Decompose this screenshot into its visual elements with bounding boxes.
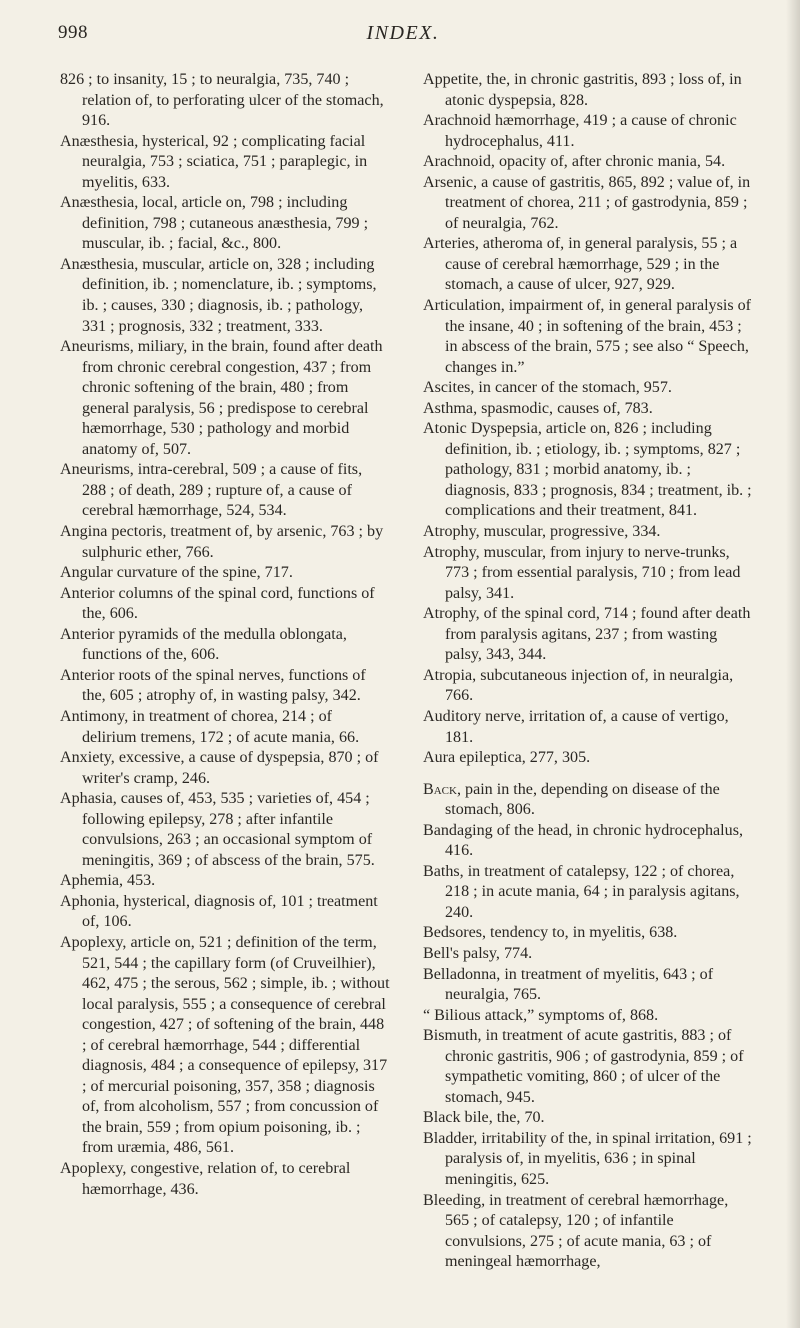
page-number: 998 <box>58 22 88 43</box>
index-entry: Bleeding, in treatment of cerebral hæmorrhage, 565 ; of catalepsy, 120 ; of infantile convulsions, 275 ; of acute mania, 63 ; of meningeal hæmorrhage, <box>423 1191 729 1271</box>
index-entry: Arsenic, a cause of gastritis, 865, 892 ; value of, in treatment of chorea, 211 ; of gastrodynia, 859 ; of neuralgia, 762. <box>423 173 751 232</box>
index-entry: Baths, in treatment of catalepsy, 122 ; of chorea, 218 ; in acute mania, 64 ; in paralysis agitans, 240. <box>423 862 740 921</box>
index-entry: Bismuth, in treatment of acute gastritis, 883 ; of chronic gastritis, 906 ; of gastrodynia, 859 ; of sympathetic vomiting, 860 ; of ulcer of the stomach, 945. <box>423 1027 744 1106</box>
index-entry: Anterior columns of the spinal cord, functions of the, 606. <box>60 584 375 623</box>
index-entry: Asthma, spasmodic, causes of, 783. <box>423 399 653 417</box>
page-header <box>58 22 748 54</box>
index-entry: Arteries, atheroma of, in general paralysis, 55 ; a cause of cerebral hæmorrhage, 529 ; in the stomach, a cause of ulcer, 927, 929. <box>423 235 738 294</box>
index-entry: Atrophy, muscular, progressive, 334. <box>423 523 661 541</box>
index-entry: Apoplexy, article on, 521 ; definition of the term, 521, 544 ; the capillary form (of Cruveilhier), 462, 475 ; the serous, 562 ; simple, ib. ; without local paralysis, 555 ; a consequence of cerebral congestion, 427 ; of softening of the brain, 448 ; of cerebral hæmorrhage, 544 ; differential diagnosis, 484 ; a consequence of epilepsy, 317 ; of mercurial poisoning, 357, 358 ; diagnosis of, from alcoholism, 557 ; from concussion of the brain, 559 ; from opium poisoning, ib. ; from uræmia, 486, 561. <box>60 933 390 1157</box>
running-title: INDEX. <box>366 22 440 44</box>
index-entry: Aneurisms, intra-cerebral, 509 ; a cause of fits, 288 ; of death, 289 ; rupture of, a cause of cerebral hæmorrhage, 524, 534. <box>60 461 363 520</box>
index-entry: Belladonna, in treatment of myelitis, 643 ; of neuralgia, 765. <box>423 965 714 1004</box>
index-entry: Anæsthesia, hysterical, 92 ; complicating facial neuralgia, 753 ; sciatica, 751 ; paraplegic, in myelitis, 633. <box>60 132 368 191</box>
page-edge-shadow <box>786 0 800 1328</box>
index-column-right <box>423 70 753 1273</box>
index-entry: Articulation, impairment of, in general paralysis of the insane, 40 ; in softening of the brain, 453 ; in abscess of the brain, 575 ; see also “ Speech, changes in.” <box>423 297 752 376</box>
index-entry: Atonic Dyspepsia, article on, 826 ; including definition, ib. ; etiology, ib. ; symptoms, 827 ; pathology, 831 ; morbid anatomy, ib. ; diagnosis, 833 ; prognosis, 834 ; treatment, ib. ; complications and their treatment, 841. <box>423 420 752 520</box>
index-entry: Aphemia, 453. <box>60 872 156 890</box>
index-entry: Black bile, the, 70. <box>423 1109 545 1127</box>
index-entry: Bladder, irritability of the, in spinal irritation, 691 ; paralysis of, in myelitis, 636 ; in spinal meningitis, 625. <box>423 1129 752 1188</box>
index-entry: Aphonia, hysterical, diagnosis of, 101 ; treatment of, 106. <box>60 892 378 931</box>
index-entry: Anterior roots of the spinal nerves, functions of the, 605 ; atrophy of, in wasting palsy, 342. <box>60 666 366 705</box>
index-entry: Arachnoid, opacity of, after chronic mania, 54. <box>423 153 726 171</box>
index-entry: Angina pectoris, treatment of, by arsenic, 763 ; by sulphuric ether, 766. <box>60 523 384 561</box>
index-entry: Apoplexy, congestive, relation of, to cerebral hæmorrhage, 436. <box>60 1159 351 1198</box>
index-entry: Atrophy, muscular, from injury to nerve-trunks, 773 ; from essential paralysis, 710 ; from lead palsy, 341. <box>423 543 741 602</box>
index-entry: Aura epileptica, 277, 305. <box>423 749 591 767</box>
index-entry: Antimony, in treatment of chorea, 214 ; of delirium tremens, 172 ; of acute mania, 66. <box>60 707 360 746</box>
index-entry <box>423 780 753 821</box>
index-entry: 826 ; to insanity, 15 ; to neuralgia, 735, 740 ; relation of, to perforating ulcer of the stomach, 916. <box>60 71 384 130</box>
index-entry: Aneurisms, miliary, in the brain, found after death from chronic cerebral congestion, 437 ; from chronic softening of the brain, 480 ; from general paralysis, 56 ; predispose to cerebral hæmorrhage, 530 ; pathology and morbid anatomy of, 507. <box>60 338 383 458</box>
index-entry: Anæsthesia, muscular, article on, 328 ; including definition, ib. ; nomenclature, ib. ; symptoms, ib. ; causes, 330 ; diagnosis, ib. ; pathology, 331 ; prognosis, 332 ; treatment, 333. <box>60 255 377 335</box>
index-entry: “ Bilious attack,” symptoms of, 868. <box>423 1006 659 1024</box>
index-entry: Bedsores, tendency to, in myelitis, 638. <box>423 924 678 942</box>
index-entry: Bell's palsy, 774. <box>423 944 533 962</box>
index-entry: Atropia, subcutaneous injection of, in neuralgia, 766. <box>423 666 734 705</box>
index-entry: Arachnoid hæmorrhage, 419 ; a cause of chronic hydrocephalus, 411. <box>423 112 737 150</box>
index-entry: Angular curvature of the spine, 717. <box>60 564 293 582</box>
index-entry: Aphasia, causes of, 453, 535 ; varieties of, 454 ; following epilepsy, 278 ; after infantile convulsions, 263 ; an occasional symptom of meningitis, 369 ; of abscess of the brain, 575. <box>60 790 375 869</box>
index-entry: Anæsthesia, local, article on, 798 ; including definition, 798 ; cutaneous anæsthesia, 799 ; muscular, ib. ; facial, &c., 800. <box>60 194 369 253</box>
index-entry: Appetite, the, in chronic gastritis, 893 ; loss of, in atonic dyspepsia, 828. <box>423 71 742 109</box>
index-entry-lead: Back <box>423 780 457 798</box>
index-column-left <box>60 70 390 1200</box>
index-entry-text: , pain in the, depending on disease of the stomach, 806. <box>445 780 720 819</box>
index-entry: Bandaging of the head, in chronic hydrocephalus, 416. <box>423 821 743 860</box>
index-entry: Atrophy, of the spinal cord, 714 ; found after death from paralysis agitans, 237 ; from wasting palsy, 343, 344. <box>423 605 751 664</box>
index-entry: Anterior pyramids of the medulla oblongata, functions of the, 606. <box>60 625 347 664</box>
index-entry: Auditory nerve, irritation of, a cause of vertigo, 181. <box>423 707 729 746</box>
index-entry: Ascites, in cancer of the stomach, 957. <box>423 379 672 397</box>
index-entry: Anxiety, excessive, a cause of dyspepsia, 870 ; of writer's cramp, 246. <box>60 749 379 787</box>
